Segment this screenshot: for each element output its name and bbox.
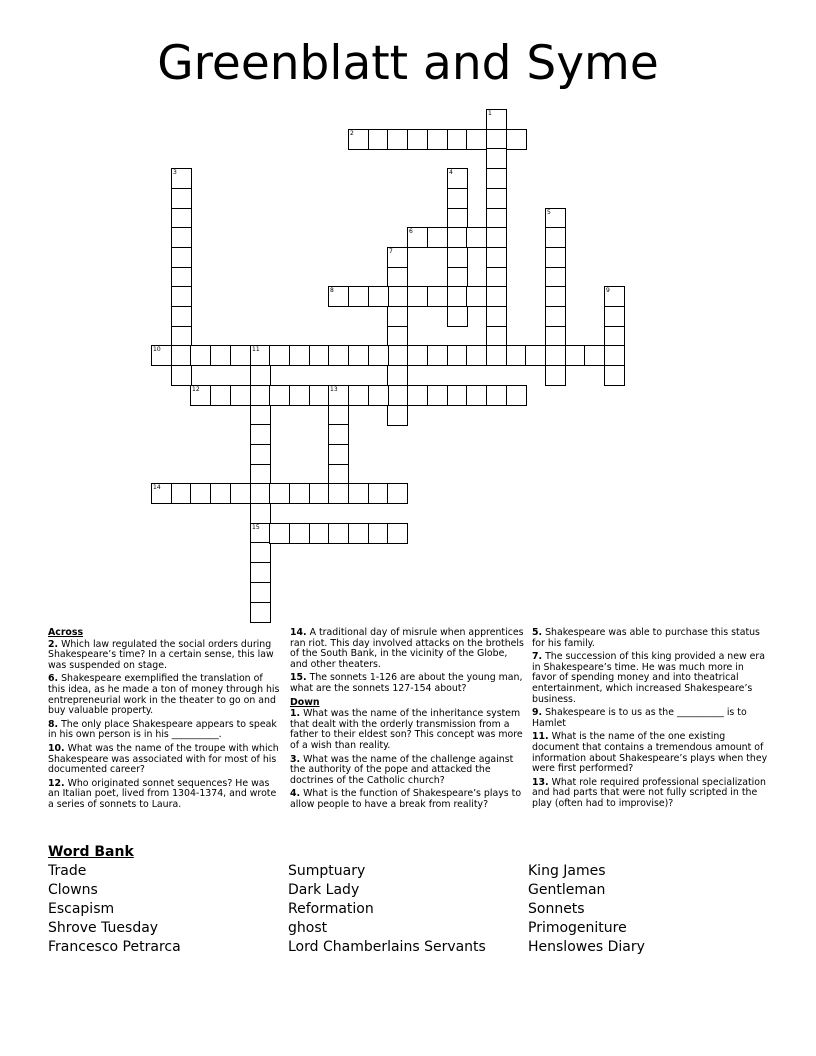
crossword-cell[interactable] — [190, 385, 211, 406]
crossword-cell[interactable] — [368, 483, 389, 504]
crossword-cell[interactable] — [328, 464, 349, 485]
crossword-cell[interactable] — [407, 345, 428, 366]
crossword-cell[interactable] — [407, 385, 428, 406]
crossword-cell[interactable] — [328, 345, 349, 366]
crossword-cell[interactable] — [447, 129, 468, 150]
crossword-cell[interactable] — [230, 385, 251, 406]
crossword-cell[interactable] — [250, 424, 271, 445]
crossword-cell[interactable] — [171, 483, 192, 504]
clue-across-14: 14. A traditional day of misrule when apprentices ran riot. This day involved attacks on the brothels of the South Bank, in the vicinity of the Globe, and other theaters. — [290, 627, 524, 670]
crossword-cell[interactable] — [171, 326, 192, 347]
crossword-cell[interactable] — [328, 424, 349, 445]
word-bank-item: Shrove Tuesday — [48, 920, 159, 936]
clue-number: 7 — [389, 248, 393, 255]
crossword-cell[interactable] — [584, 345, 605, 366]
crossword-cell[interactable] — [466, 129, 487, 150]
crossword-cell[interactable] — [269, 345, 290, 366]
crossword-cell[interactable] — [486, 148, 507, 169]
clue-number: 9 — [606, 287, 610, 294]
crossword-cell[interactable] — [604, 306, 625, 327]
clue-down-4: 4. What is the function of Shakespeare’s plays to allow people to have a break from reality? — [290, 788, 522, 810]
word-bank-item: King James — [528, 863, 606, 879]
crossword-cell[interactable] — [486, 208, 507, 229]
crossword-cell[interactable] — [250, 345, 271, 366]
clue-number: 5 — [547, 209, 551, 216]
crossword-cell[interactable] — [171, 306, 192, 327]
crossword-cell[interactable] — [545, 326, 566, 347]
word-bank-item: Dark Lady — [288, 882, 360, 898]
crossword-cell[interactable] — [250, 602, 271, 623]
crossword-cell[interactable] — [250, 385, 271, 406]
crossword-cell[interactable] — [427, 227, 448, 248]
clue-across-8: 8. The only place Shakespeare appears to speak in his own person is in his __________. — [48, 718, 277, 741]
crossword-cell[interactable] — [545, 365, 566, 386]
crossword-cell[interactable] — [387, 306, 408, 327]
crossword-cell[interactable] — [407, 129, 428, 150]
crossword-cell[interactable] — [250, 365, 271, 386]
crossword-cell[interactable] — [387, 385, 408, 406]
clues-column-1 — [48, 628, 280, 814]
crossword-cell[interactable] — [171, 227, 192, 248]
crossword-cell[interactable] — [348, 345, 369, 366]
word-bank-item: ghost — [288, 920, 328, 936]
word-bank-item: Sonnets — [528, 901, 585, 917]
crossword-cell[interactable] — [486, 385, 507, 406]
crossword-cell[interactable] — [269, 523, 290, 544]
crossword-cell[interactable] — [486, 326, 507, 347]
crossword-cell[interactable] — [447, 247, 468, 268]
clue-number: 6 — [409, 228, 413, 235]
crossword-cell[interactable] — [387, 483, 408, 504]
clue-number: 4 — [449, 169, 453, 176]
clue-across-15: 15. The sonnets 1-126 are about the young man, what are the sonnets 127-154 about? — [290, 672, 523, 694]
crossword-cell[interactable] — [387, 129, 408, 150]
crossword-cell[interactable] — [486, 168, 507, 189]
crossword-cell[interactable] — [368, 345, 389, 366]
crossword-cell[interactable] — [210, 385, 231, 406]
crossword-cell[interactable] — [250, 503, 271, 524]
word-bank-column-1 — [48, 862, 181, 957]
crossword-cell[interactable] — [368, 286, 389, 307]
crossword-cell[interactable] — [328, 385, 349, 406]
crossword-cell[interactable] — [348, 286, 369, 307]
crossword-cell[interactable] — [210, 483, 231, 504]
crossword-cell[interactable] — [447, 286, 468, 307]
crossword-cell[interactable] — [447, 267, 468, 288]
crossword-cell[interactable] — [545, 267, 566, 288]
word-bank-item: Gentleman — [528, 882, 606, 898]
crossword-cell[interactable] — [506, 129, 527, 150]
crossword-cell[interactable] — [348, 483, 369, 504]
crossword-cell[interactable] — [250, 523, 271, 544]
word-bank-item: Escapism — [48, 901, 115, 917]
clues-column-3 — [532, 628, 768, 813]
crossword-cell[interactable] — [289, 385, 310, 406]
crossword-cell[interactable] — [525, 345, 546, 366]
crossword-cell[interactable] — [171, 365, 192, 386]
crossword-cell[interactable] — [289, 483, 310, 504]
crossword-cell[interactable] — [387, 267, 408, 288]
word-bank-item: Trade — [48, 863, 87, 879]
crossword-cell[interactable] — [387, 345, 408, 366]
crossword-cell[interactable] — [565, 345, 586, 366]
word-bank-column-2 — [288, 862, 486, 957]
clue-across-12: 12. Who originated sonnet sequences? He was an Italian poet, lived from 1304-1374, and wrote a series of sonnets to Laura. — [48, 777, 277, 810]
crossword-cell[interactable] — [486, 345, 507, 366]
crossword-cell[interactable] — [250, 562, 271, 583]
clue-down-5: 5. Shakespeare was able to purchase this status for his family. — [532, 627, 760, 649]
word-bank-column-3 — [528, 862, 645, 957]
crossword-cell[interactable] — [348, 523, 369, 544]
clue-down-9: 9. Shakespeare is to us as the __________ is to Hamlet — [532, 707, 747, 729]
clue-number: 2 — [350, 130, 354, 137]
crossword-cell[interactable] — [545, 286, 566, 307]
clue-across-6: 6. Shakespeare exemplified the translation of this idea, as he made a ton of money through his entrepreneurial work in the theater to go on and buy valuable property. — [48, 673, 280, 717]
crossword-cell[interactable] — [545, 306, 566, 327]
crossword-cell[interactable] — [250, 444, 271, 465]
crossword-cell[interactable] — [447, 227, 468, 248]
clue-down-3: 3. What was the name of the challenge against the authority of the pope and attacked the doctrines of the Catholic church? — [290, 753, 514, 786]
crossword-cell[interactable] — [230, 345, 251, 366]
crossword-cell[interactable] — [171, 188, 192, 209]
crossword-cell[interactable] — [447, 345, 468, 366]
word-bank-item: Clowns — [48, 882, 98, 898]
word-bank-item: Francesco Petrarca — [48, 939, 181, 955]
crossword-cell[interactable] — [604, 345, 625, 366]
crossword-cell[interactable] — [466, 286, 487, 307]
across-header: Across — [48, 627, 84, 638]
crossword-cell[interactable] — [269, 483, 290, 504]
crossword-cell[interactable] — [506, 345, 527, 366]
crossword-cell[interactable] — [171, 208, 192, 229]
crossword-cell[interactable] — [387, 523, 408, 544]
clues-column-2 — [290, 628, 524, 814]
crossword-cell[interactable] — [486, 227, 507, 248]
word-bank-item: Reformation — [288, 901, 374, 917]
puzzle-title: Greenblatt and Syme — [157, 36, 659, 91]
crossword-cell[interactable] — [171, 267, 192, 288]
crossword-cell[interactable] — [427, 385, 448, 406]
crossword-cell[interactable] — [190, 483, 211, 504]
crossword-cell[interactable] — [328, 483, 349, 504]
crossword-cell[interactable] — [368, 129, 389, 150]
word-bank-title: Word Bank — [48, 844, 134, 860]
crossword-cell[interactable] — [604, 286, 625, 307]
crossword-cell[interactable] — [466, 345, 487, 366]
crossword-cell[interactable] — [486, 306, 507, 327]
crossword-cell[interactable] — [250, 464, 271, 485]
crossword-cell[interactable] — [387, 326, 408, 347]
crossword-cell[interactable] — [250, 582, 271, 603]
clue-number: 3 — [173, 169, 177, 176]
crossword-cell[interactable] — [250, 405, 271, 426]
crossword-cell[interactable] — [328, 405, 349, 426]
crossword-cell[interactable] — [210, 345, 231, 366]
crossword-cell[interactable] — [328, 286, 349, 307]
clue-down-7: 7. The succession of this king provided a new era in Shakespeare’s time. He was much more in favor of spending money and into theatrical entertainment, which increased Shakespeare’s business. — [532, 651, 766, 705]
clue-number: 14 — [153, 484, 161, 491]
clue-number: 13 — [330, 386, 338, 393]
crossword-cell[interactable] — [309, 345, 330, 366]
crossword-cell[interactable] — [604, 365, 625, 386]
clue-across-10: 10. What was the name of the troupe with which Shakespeare was associated with for most of his documented career? — [48, 742, 279, 776]
crossword-cell[interactable] — [250, 542, 271, 563]
crossword-cell[interactable] — [604, 326, 625, 347]
crossword-cell[interactable] — [309, 483, 330, 504]
crossword-cell[interactable] — [545, 227, 566, 248]
clue-number: 12 — [192, 386, 200, 393]
crossword-cell[interactable] — [171, 286, 192, 307]
crossword-cell[interactable] — [486, 109, 507, 130]
crossword-cell[interactable] — [545, 345, 566, 366]
crossword-cell[interactable] — [447, 306, 468, 327]
crossword-cell[interactable] — [348, 385, 369, 406]
crossword-cell[interactable] — [387, 405, 408, 426]
crossword-cell[interactable] — [171, 345, 192, 366]
crossword-cell[interactable] — [486, 129, 507, 150]
crossword-cell[interactable] — [328, 444, 349, 465]
clue-down-11: 11. What is the name of the one existing document that contains a tremendous amount of information about Shakespeare’s plays when they were first performed? — [532, 731, 768, 775]
word-bank-item: Sumptuary — [288, 863, 366, 879]
crossword-cell[interactable] — [387, 286, 408, 307]
crossword-cell[interactable] — [447, 385, 468, 406]
crossword-cell[interactable] — [486, 188, 507, 209]
crossword-cell[interactable] — [545, 247, 566, 268]
clue-number: 10 — [153, 346, 161, 353]
crossword-cell[interactable] — [368, 385, 389, 406]
crossword-cell[interactable] — [230, 483, 251, 504]
crossword-cell[interactable] — [368, 523, 389, 544]
crossword-cell[interactable] — [387, 365, 408, 386]
clue-number: 1 — [488, 110, 492, 117]
crossword-cell[interactable] — [486, 267, 507, 288]
crossword-cell[interactable] — [387, 247, 408, 268]
crossword-cell[interactable] — [506, 385, 527, 406]
crossword-cell[interactable] — [289, 523, 310, 544]
crossword-cell[interactable] — [309, 523, 330, 544]
crossword-cell[interactable] — [171, 168, 192, 189]
crossword-cell[interactable] — [447, 208, 468, 229]
crossword-cell[interactable] — [309, 385, 330, 406]
word-bank-item: Henslowes Diary — [528, 939, 645, 955]
word-bank-item: Primogeniture — [528, 920, 627, 936]
crossword-cell[interactable] — [466, 385, 487, 406]
clue-down-13: 13. What role required professional specialization and had parts that were not fully scripted in the play (often had to improvise)? — [532, 776, 766, 809]
crossword-cell[interactable] — [151, 345, 172, 366]
crossword-cell[interactable] — [466, 227, 487, 248]
crossword-cell[interactable] — [151, 483, 172, 504]
clue-across-2: 2. Which law regulated the social orders during Shakespeare’s time? In a certain sense, this law was suspended on stage. — [48, 638, 274, 671]
crossword-cell[interactable] — [545, 208, 566, 229]
crossword-cell[interactable] — [427, 286, 448, 307]
crossword-cell[interactable] — [190, 345, 211, 366]
crossword-cell[interactable] — [486, 247, 507, 268]
crossword-cell[interactable] — [269, 385, 290, 406]
crossword-cell[interactable] — [407, 227, 428, 248]
clue-number: 15 — [252, 524, 260, 531]
crossword-cell[interactable] — [348, 129, 369, 150]
crossword-cell[interactable] — [447, 168, 468, 189]
crossword-cell[interactable] — [447, 188, 468, 209]
clue-number: 11 — [252, 346, 260, 353]
crossword-cell[interactable] — [427, 129, 448, 150]
crossword-cell[interactable] — [289, 345, 310, 366]
crossword-cell[interactable] — [427, 345, 448, 366]
clue-down-1: 1. What was the name of the inheritance system that dealt with the orderly transmission from a father to their eldest son? This concept was more of a wish than reality. — [290, 708, 523, 751]
crossword-cell[interactable] — [171, 247, 192, 268]
clue-number: 8 — [330, 287, 334, 294]
crossword-cell[interactable] — [407, 286, 428, 307]
word-bank-item: Lord Chamberlains Servants — [288, 939, 486, 955]
crossword-cell[interactable] — [328, 523, 349, 544]
crossword-cell[interactable] — [250, 483, 271, 504]
down-header: Down — [290, 696, 320, 708]
crossword-cell[interactable] — [486, 286, 507, 307]
